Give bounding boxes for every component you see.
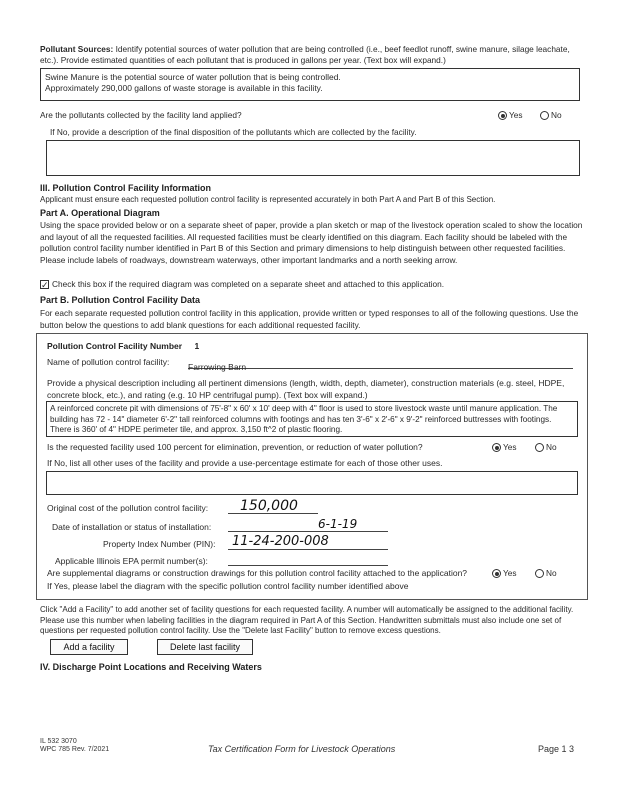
part-b-heading: Part B. Pollution Control Facility Data (40, 295, 201, 305)
no-label: No (546, 568, 557, 578)
pin-label: Property Index Number (PIN): (103, 539, 216, 549)
disposition-prompt: If No, provide a description of the final disposition of the pollutants which are collected by the facility. (50, 127, 417, 137)
pollutant-answer-box[interactable] (40, 68, 580, 101)
drawings-yes[interactable] (492, 568, 517, 579)
no-label: No (551, 110, 562, 120)
facility-number-value: 1 (194, 341, 200, 351)
permit-input[interactable] (228, 553, 388, 566)
date-label: Date of installation or status of installation: (52, 522, 212, 532)
footer-page: Page 1 3 (538, 744, 575, 754)
part-a-heading: Part A. Operational Diagram (40, 208, 160, 218)
facility-name-input[interactable] (188, 357, 573, 372)
land-applied-no[interactable] (540, 110, 562, 121)
land-applied-yes[interactable] (498, 110, 523, 121)
add-facility-button[interactable]: Add a facility (50, 639, 128, 655)
description-input[interactable] (46, 401, 578, 437)
radio-yes-icon[interactable] (492, 569, 501, 578)
footer-title: Tax Certification Form for Livestock Operations (208, 744, 396, 754)
drawings-note: If Yes, please label the diagram with the specific pollution control facility number identified above (47, 581, 409, 591)
checkbox-checked-icon[interactable]: ✓ (41, 280, 49, 291)
percent-yes[interactable] (492, 442, 517, 453)
percent-question: Is the requested facility used 100 percent for elimination, prevention, or reduction of water pollution? (47, 442, 423, 452)
cost-input[interactable] (228, 497, 318, 514)
radio-yes-icon[interactable] (492, 443, 501, 452)
facility-name-value: Farrowing Barn (188, 362, 247, 372)
facility-number-label: Pollution Control Facility Number (47, 341, 183, 351)
radio-yes-icon[interactable] (498, 111, 507, 120)
drawings-no[interactable] (535, 568, 557, 579)
facility-number-heading (47, 341, 199, 351)
radio-no-icon[interactable] (535, 569, 544, 578)
pollutant-answer-line-1: Swine Manure is the potential source of water pollution that is being controlled. (45, 72, 341, 82)
separate-diagram-check[interactable] (40, 279, 444, 290)
percent-no[interactable] (535, 442, 557, 453)
footer-code-1: IL 532 3070 (40, 738, 77, 745)
pollutant-label: Pollutant Sources: (40, 44, 114, 54)
description-answer: A reinforced concrete pit with dimensions of 75'-8" x 60' x 10' deep with 4" floor is used to store livestock waste until manure application. The building has 72 - 14" diameter 6'-2" tall reinforced columns with footings and has ten 3'-6" x 2'-6" x 9'-2" reinforced buttresses with footings. There is 360' of 4" HDPE perimeter tile, and approx. 3,150 ft^2 of plastic flooring. (50, 404, 558, 434)
date-value: 6-1-19 (318, 517, 358, 531)
disposition-input[interactable] (46, 140, 580, 176)
pin-value: 11-24-200-008 (232, 534, 329, 549)
other-uses-prompt: If No, list all other uses of the facility and provide a use-percentage estimate for each of those other uses. (47, 458, 443, 468)
cost-value: 150,000 (240, 498, 298, 514)
footer-code-2: WPC 785 Rev. 7/2021 (40, 746, 110, 753)
yes-label: Yes (503, 442, 517, 452)
part-a-text: Using the space provided below or on a separate sheet of paper, provide a plan sketch or map of the livestock operation scaled to show the location and layout of all the requested facilities. All requested facilities must be clearly identified on this diagram. Each facility should be labeled with the pollution control facility number identified in Part B of this Section and primary dimensions to help distinguish between other requested facilities. Please include labels of roadways, downstream waterways, other important landmarks and a north seeking arrow. (40, 220, 583, 265)
pollutant-instructions-text: Identify potential sources of water pollution that are being controlled (i.e., beef feedlot runoff, swine manure, silage leachate, etc.). Provide estimated quantities of each pollutant that is produced in gallons per year. (Text box will expand.) (40, 44, 570, 65)
section-4-heading: IV. Discharge Point Locations and Receiving Waters (40, 662, 262, 672)
yes-label: Yes (503, 568, 517, 578)
section-3-heading: III. Pollution Control Facility Information (40, 183, 211, 193)
facility-name-label: Name of pollution control facility: (47, 357, 170, 367)
no-label: No (546, 442, 557, 452)
drawings-question: Are supplemental diagrams or construction drawings for this pollution control facility attached to the application? (47, 568, 468, 578)
checkbox-label: Check this box if the required diagram was completed on a separate sheet and attached to this application. (52, 279, 445, 289)
radio-no-icon[interactable] (535, 443, 544, 452)
pin-input[interactable] (228, 532, 388, 550)
add-facility-note: Click "Add a Facility" to add another set of facility questions for each requested facility. A number will automatically be assigned to the additional facility. Please use this number when labeling facilities in the diagram required in Part A of this Section. Handwritten submittals must also include one set of questions per requested pollution control facility. Use the "Delete last Facility" button to remove excess questions. (40, 605, 574, 635)
permit-label: Applicable Illinois EPA permit number(s): (55, 556, 208, 566)
section-3-subtext: Applicant must ensure each requested pollution control facility is represented accurately in both Part A and Part B of this Section. (40, 195, 496, 204)
cost-label: Original cost of the pollution control facility: (47, 503, 209, 513)
pollutant-instructions (40, 44, 585, 66)
yes-label: Yes (509, 110, 523, 120)
radio-no-icon[interactable] (540, 111, 549, 120)
date-input[interactable] (228, 515, 388, 532)
delete-facility-button[interactable]: Delete last facility (157, 639, 253, 655)
land-applied-question: Are the pollutants collected by the facility land applied? (40, 110, 242, 120)
other-uses-input[interactable] (46, 471, 578, 495)
pollutant-answer-line-2: Approximately 290,000 gallons of waste storage is available in this facility. (45, 83, 323, 93)
part-b-text: For each separate requested pollution control facility in this application, provide written or typed responses to all of the following questions. Use the button below the questions to add blank questions for each additional requested facility. (40, 308, 579, 330)
description-prompt: Provide a physical description including all pertinent dimensions (length, width, depth, diameter), construction materials (e.g. steel, HDPE, concrete block, etc.), and rating (e.g. 10 HP centrifugal pump). (Text box will expand.) (47, 378, 565, 400)
